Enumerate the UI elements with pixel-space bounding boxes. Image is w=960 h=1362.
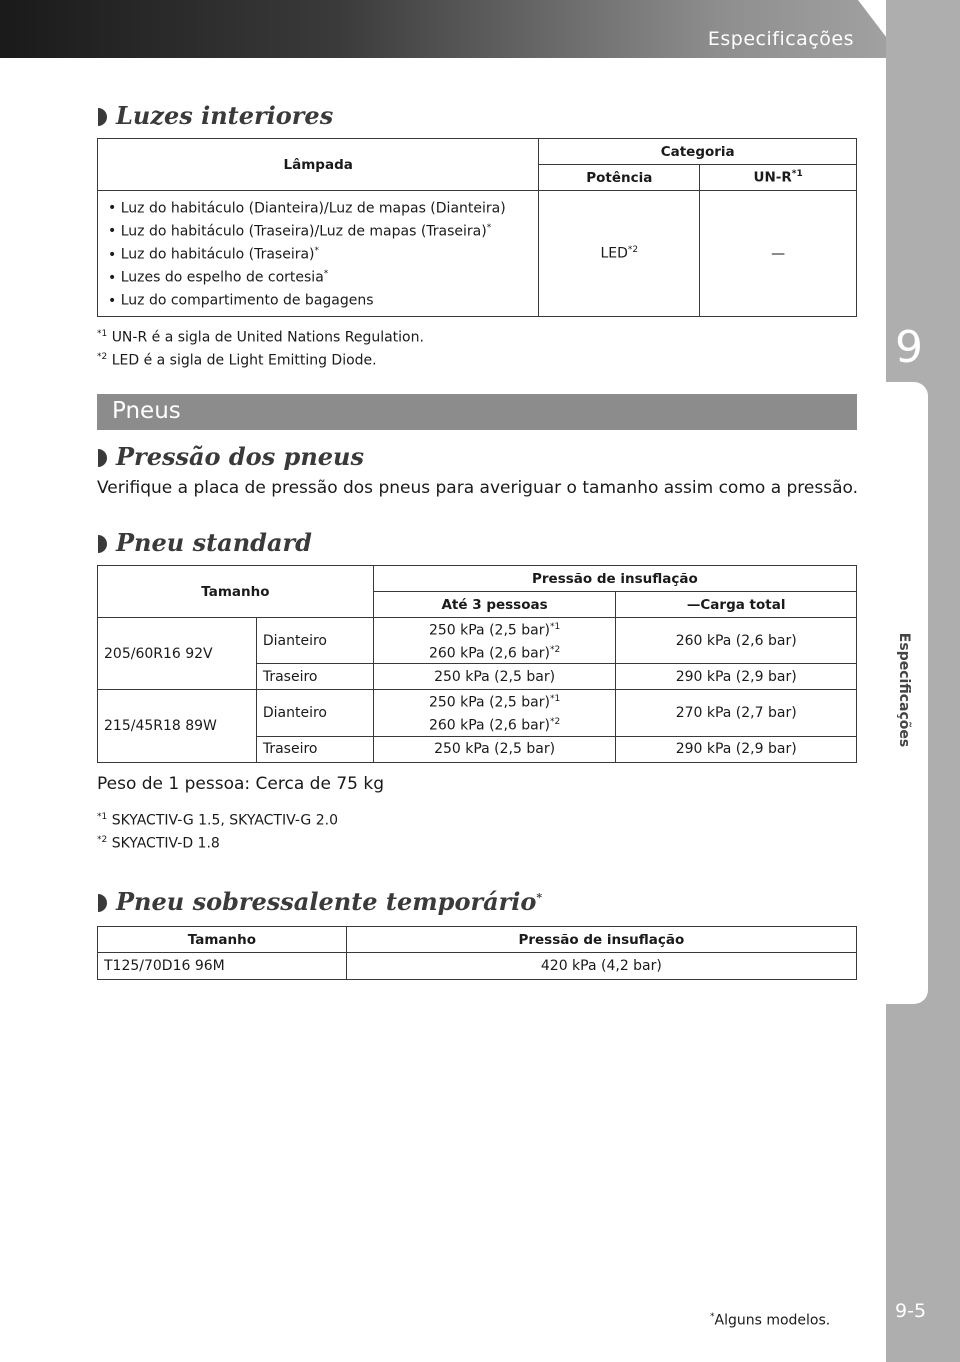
footnote: $^{*2}$ SKYACTIV-D 1.8 [97, 835, 220, 852]
col-power-header: Potência [539, 165, 700, 191]
spare-size: T125/70D16 96M [98, 953, 347, 980]
footnote: $^{*1}$ UN-R é a sigla de United Nations Regulation. [97, 329, 424, 346]
col-pressure-header: Pressão de insuflação [373, 566, 856, 592]
list-item: • Luz do habitáculo (Dianteira)/Luz de mapas (Dianteira) [104, 196, 532, 219]
section-title: Especificações [707, 28, 854, 50]
standard-tire-heading: Pneu standard [98, 528, 312, 557]
pressure-text: Verifique a placa de pressão dos pneus para averiguar o tamanho assim como a pressão. [97, 478, 859, 498]
tire-size: 215/45R18 89W [98, 690, 257, 762]
interior-lights-heading: Luzes interiores [98, 101, 333, 130]
list-item: • Luzes do espelho de cortesia* [104, 265, 532, 288]
page-number: 9-5 [895, 1300, 927, 1322]
chapter-number: 9 [895, 322, 923, 373]
pressure-upto3: 250 kPa (2,5 bar)$^{*1}$ 260 kPa (2,6 bar)$^{*2}$ [373, 618, 616, 664]
spare-pressure: 420 kPa (4,2 bar) [346, 953, 856, 980]
pressure-upto3: 250 kPa (2,5 bar) [373, 736, 616, 762]
col-category-header: Categoria [539, 139, 857, 165]
pressure-full: 270 kPa (2,7 bar) [616, 690, 857, 736]
tires-section-band [97, 394, 857, 430]
axle-label: Traseiro [256, 736, 373, 762]
table-row [98, 618, 857, 664]
pressure-heading: Pressão dos pneus [98, 442, 364, 471]
heading-bullet-icon [98, 449, 107, 467]
pressure-full: 290 kPa (2,9 bar) [616, 664, 857, 690]
tires-section-title: Pneus [112, 398, 181, 424]
axle-label: Dianteiro [256, 618, 373, 664]
power-value: LED$^{*2}$ [539, 191, 700, 317]
footnote: $^{*1}$ SKYACTIV-G 1.5, SKYACTIV-G 2.0 [97, 812, 338, 829]
lamp-list-cell [98, 191, 539, 317]
footnote: $^{*2}$ LED é a sigla de Light Emitting Diode. [97, 352, 377, 369]
list-item: • Luz do habitáculo (Traseira)* [104, 242, 532, 265]
footer-note: *Alguns modelos. [710, 1312, 831, 1329]
lamp-list [104, 196, 532, 312]
col-lamp-header: Lâmpada [98, 139, 539, 191]
axle-label: Traseiro [256, 664, 373, 690]
weight-note: Peso de 1 pessoa: Cerca de 75 kg [97, 774, 384, 794]
tire-notes [97, 808, 338, 854]
standard-tire-table [97, 565, 857, 763]
heading-bullet-icon [98, 894, 107, 912]
spare-col-pressure-header: Pressão de insuflação [346, 927, 856, 953]
spare-col-size-header: Tamanho [98, 927, 347, 953]
heading-bullet-icon [98, 108, 107, 126]
table-row [98, 690, 857, 736]
col-unr-header: $UN-R^{*1}$ [700, 165, 857, 191]
col-full-header: —Carga total [616, 592, 857, 618]
list-item: • Luz do habitáculo (Traseira)/Luz de mapas (Traseira)* [104, 219, 532, 242]
col-size-header: Tamanho [98, 566, 374, 618]
spare-tire-heading: Pneu sobressalente temporário* [98, 887, 542, 916]
pressure-full: 290 kPa (2,9 bar) [616, 736, 857, 762]
pressure-upto3: 250 kPa (2,5 bar)$^{*1}$ 260 kPa (2,6 bar)$^{*2}$ [373, 690, 616, 736]
pressure-upto3: 250 kPa (2,5 bar) [373, 664, 616, 690]
interior-lights-notes [97, 325, 424, 371]
col-upto3-header: Até 3 pessoas [373, 592, 616, 618]
table-row [98, 953, 857, 980]
axle-label: Dianteiro [256, 690, 373, 736]
heading-bullet-icon [98, 535, 107, 553]
interior-lights-table [97, 138, 857, 317]
chapter-tab-label: Especificações [896, 632, 912, 748]
tire-size: 205/60R16 92V [98, 618, 257, 690]
unr-value: — [700, 191, 857, 317]
list-item: • Luz do compartimento de bagagens [104, 288, 532, 311]
pressure-full: 260 kPa (2,6 bar) [616, 618, 857, 664]
spare-tire-table [97, 926, 857, 980]
